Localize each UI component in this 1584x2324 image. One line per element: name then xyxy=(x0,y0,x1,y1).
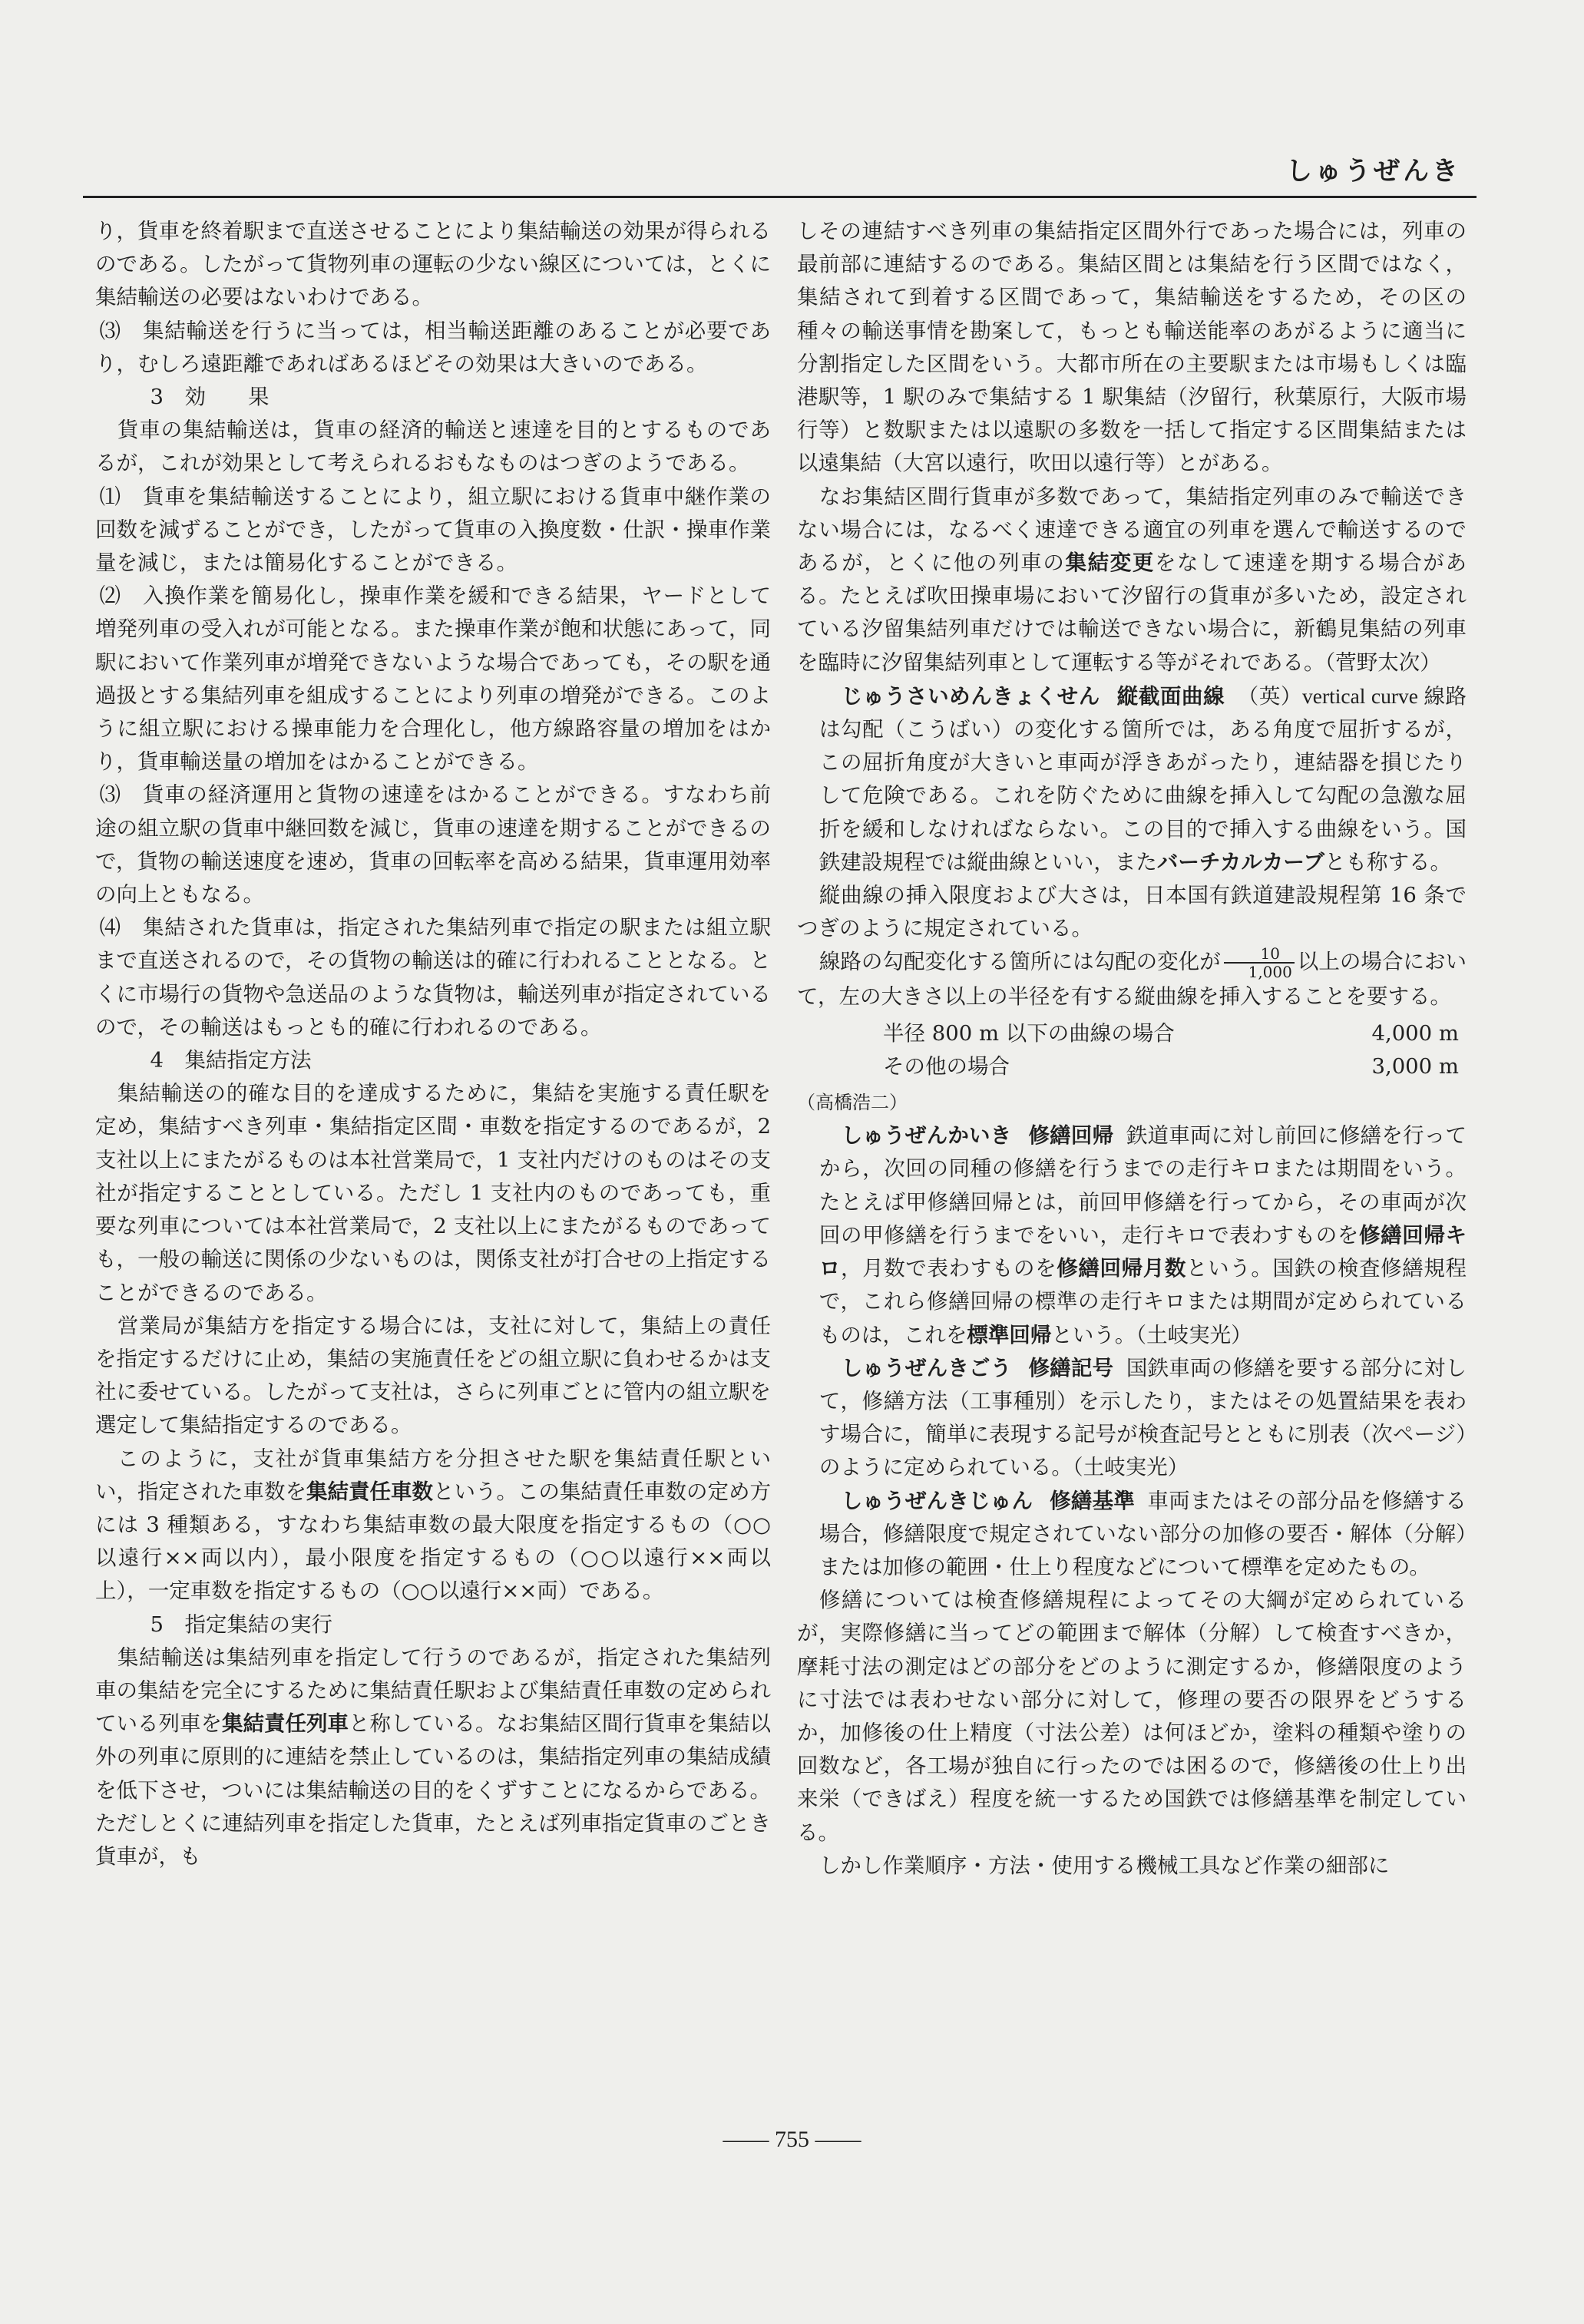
paragraph xyxy=(797,481,1467,679)
text-run: このように，支社が貨車集結方を分担させた駅を集結責任駅といい，指定された車数を xyxy=(95,1446,771,1504)
text-run: と称している。なお集結区間行貨車を集結以外の列車に原則的に連結を禁止しているのは，集結指定列車の集結成績を低下させ，ついには集結輸送の目的をくずすことになるからである。ただしとくに連結列車を指定した貨車，たとえば列車指定貨車のごとき貨車が，も xyxy=(95,1711,771,1869)
table-row xyxy=(797,1050,1459,1083)
page-number: —— 755 —— xyxy=(723,2127,861,2152)
bold-term: 集結責任車数 xyxy=(306,1479,433,1504)
table-cell-condition: その他の場合 xyxy=(883,1053,1010,1079)
paragraph: 貨車の集結輸送は，貨車の経済的輸送と速達を目的とするものであるが，これが効果として考えられるおもなものはつぎのようである。 xyxy=(95,418,771,476)
paragraph xyxy=(797,945,1467,1013)
entry-headword: 修繕基準 xyxy=(1050,1488,1136,1513)
entry-headword: 修繕回帰 xyxy=(1028,1123,1114,1149)
table-cell-radius: 3,000 m xyxy=(1371,1053,1459,1079)
text-run: 線路は勾配（こうばい）の変化する箇所では，ある角度で屈折するが，この屈折角度が大きいと車両が浮きあがったり，連結器を損じたりして危険である。これを防ぐために曲線を挿入して勾配の急激な屈折を緩和しなければならない。この目的で挿入する曲線をいう。国鉄建設規程では縦曲線といい，また xyxy=(818,683,1467,874)
section-heading: 4 集結指定方法 xyxy=(150,1048,312,1073)
fraction-numerator: 10 xyxy=(1224,945,1295,964)
paragraph: 縦曲線の挿入限度および大さは，日本国有鉄道建設規程第 16 条でつぎのように規定されている。 xyxy=(797,883,1467,941)
entry-reading: しゅうぜんきごう xyxy=(841,1355,1012,1380)
text-run: 集結輸送は集結列車を指定して行うのであるが，指定された集結列車の集結を完全にするために集結責任駅および集結責任車数の定められている列車を xyxy=(95,1645,771,1737)
entry-reading: しゅうぜんきじゅん xyxy=(841,1488,1033,1513)
text-run: 車両またはその部分品を修繕する場合，修繕限度で規定されていない部分の加修の要否・解体（分解）または加修の範囲・仕上り程度などについて標準を定めたもの。 xyxy=(818,1488,1467,1579)
header-rule xyxy=(83,196,1477,198)
table-cell-radius: 4,000 m xyxy=(1371,1020,1459,1046)
dictionary-entry xyxy=(797,679,1467,879)
text-run: という。国鉄の検査修繕規程で，これら修繕回帰の標準の走行キロまたは期間が定められているものは，これを xyxy=(818,1256,1467,1347)
text-run: という。この集結責任車数の定め方には 3 種類ある，すなわち集結車数の最大限度を指定するもの（○○以遠行××両以内），最小限度を指定するもの（○○以遠行××両以上），一定車数を指定するもの（○○以遠行××両）である。 xyxy=(95,1479,771,1604)
dictionary-entry xyxy=(797,1119,1467,1351)
bold-term: 修繕回帰月数 xyxy=(1057,1256,1186,1281)
entry-reading: しゅうぜんかいき xyxy=(841,1123,1012,1149)
text-run: とも称する。 xyxy=(1324,849,1451,874)
curve-radius-table xyxy=(797,1017,1459,1083)
paragraph: しその連結すべき列車の集結指定区間外行であった場合には，列車の最前部に連結するのである。集結区間とは集結を行う区間ではなく，集結されて到着する区間であって，集結輸送をするため，その区の種々の輸送事情を勘案して，もっとも輸送能率のあがるように適当に分割指定した区間をいう。大都市所在の主要駅または市場もしくは臨港駅等，1 駅のみで集結する 1 駅集結（汐留行，秋葉原行，大阪市場行等）と数駅または以遠駅の多数を一括して指定する区間集結または以遠集結（大宮以遠行，吹田以遠行等）とがある。 xyxy=(797,219,1467,476)
bold-term: 修繕回帰キロ xyxy=(818,1222,1467,1281)
text-run: をなして速達を期する場合がある。たとえば吹田操車場において汐留行の貨車が多いため，設定されている汐留集結列車だけでは輸送できない場合に，新鶴見集結の列車を臨時に汐留集結列車として運転する等がそれである。（菅野太次） xyxy=(797,550,1467,675)
author-signature: （高橋浩二） xyxy=(797,1092,908,1114)
entry-headword: 修繕記号 xyxy=(1028,1355,1114,1380)
running-head: しゅうぜんき xyxy=(1286,156,1461,187)
dictionary-entry xyxy=(797,1352,1467,1485)
table-cell-condition: 半径 800 m 以下の曲線の場合 xyxy=(883,1020,1175,1046)
text-run: 線路の勾配変化する箇所には勾配の変化が xyxy=(818,949,1221,974)
text-run: 国鉄車両の修繕を要する部分に対して，修繕方法（工事種別）を示したり，またはその処置結果を表わす場合に，簡単に表現する記号が検査記号とともに別表（次ページ）のように定められている。（土岐実光） xyxy=(818,1355,1467,1480)
paragraph: 営業局が集結方を指定する場合には，支社に対して，集結上の責任を指定するだけに止め，集結の実施責任をどの組立駅に負わせるかは支社に委せている。したがって支社は，さらに列車ごとに管内の組立駅を選定して集結指定するのである。 xyxy=(95,1313,771,1438)
right-column-upper xyxy=(797,215,1467,1014)
paragraph: 集結輸送の的確な目的を達成するために，集結を実施する責任駅を定め，集結すべき列車・集結指定区間・車数を指定するのであるが，2 支社以上にまたがるものは本社営業局で，1 支社内だけのものはその支社が指定することとしている。ただし 1 支社内のものであっても，重要な列車については本社営業局で，2 支社以上にまたがるものであっても，一般の輸送に関係の少ないものは，関係支社が打合せの上指定することができるのである。 xyxy=(95,1081,771,1305)
numbered-item: ⑴ 貨車を集結輸送することにより，組立駅における貨車中継作業の回数を減ずることができ，したがって貨車の入換度数・仕訳・操車作業量を減じ，または簡易化することができる。 xyxy=(95,484,771,576)
bold-term: バーチカルカーブ xyxy=(1156,849,1324,874)
entry-reading: じゅうさいめんきょくせん xyxy=(841,683,1100,709)
paragraph xyxy=(95,1641,771,1873)
bold-term: 集結責任列車 xyxy=(222,1711,349,1737)
right-column-lower xyxy=(797,1086,1467,1883)
bold-term: 集結変更 xyxy=(1065,550,1155,576)
numbered-item: ⑶ 集結輸送を行うに当っては，相当輸送距離のあることが必要であり，むしろ遠距離であればあるほどその効果は大きいのである。 xyxy=(95,318,771,376)
dictionary-entry xyxy=(797,1485,1467,1585)
section-heading: 3 効 果 xyxy=(150,385,270,410)
numbered-item: ⑶ 貨車の経済運用と貨物の速達をはかることができる。すなわち前途の組立駅の貨車中継回数を減じ，貨車の速達を期することができるので，貨物の輸送速度を速め，貨車の回転率を高める結果，貨車運用効率の向上ともなる。 xyxy=(95,782,771,907)
text-run: ，月数で表わすものを xyxy=(841,1256,1057,1281)
bold-term: 標準回帰 xyxy=(967,1322,1052,1347)
numbered-item: ⑷ 集結された貨車は，指定された集結列車で指定の駅または組立駅まで直送されるので，その貨物の輸送は的確に行われることとなる。とくに市場行の貨物や急送品のような貨物は，輸送列車が指定されているので，その輸送はもっとも的確に行われるのである。 xyxy=(95,915,771,1040)
text-run: 以上の場合において，左の大きさ以上の半径を有する縦曲線を挿入することを要する。 xyxy=(797,949,1467,1010)
section-heading: 5 指定集結の実行 xyxy=(150,1612,332,1637)
paragraph: り，貨車を終着駅まで直送させることにより集結輸送の効果が得られるのである。したがって貨物列車の運転の少ない線区については，とくに集結輸送の必要はないわけである。 xyxy=(95,219,771,310)
left-column xyxy=(95,215,771,1873)
text-run: 鉄道車両に対し前回に修繕を行ってから，次回の同種の修繕を行うまでの走行キロまたは期間をいう。たとえば甲修繕回帰とは，前回甲修繕を行ってから，その車両が次回の甲修繕を行うまでをいい，走行キロで表わすものを xyxy=(818,1123,1467,1248)
entry-english: （英）vertical curve xyxy=(1237,683,1424,708)
text-run: なお集結区間行貨車が多数であって，集結指定列車のみで輸送できない場合には，なるべく速達できる適宜の列車を選んで輸送するのであるが，とくに他の列車の xyxy=(797,484,1467,576)
paragraph: 修繕については検査修繕規程によってその大綱が定められているが，実際修繕に当ってどの範囲まで解体（分解）して検査すべきか，摩耗寸法の測定はどの部分をどのように測定するか，修繕限度のように寸法では表わせない部分に対して，修理の要否の限界をどうするか，加修後の仕上精度（寸法公差）は何ほどか，塗料の種類や塗りの回数など，各工場が独自に行ったのでは困るので，修繕後の仕上り出来栄（できばえ）程度を統一するため国鉄では修繕基準を制定している。 xyxy=(797,1588,1467,1845)
numbered-item: ⑵ 入換作業を簡易化し，操車作業を緩和できる結果，ヤードとして増発列車の受入れが可能となる。また操車作業が飽和状態にあって，同駅において作業列車が増発できないような場合であっても，その駅を通過扱とする集結列車を組成することにより列車の増発ができる。このように組立駅における操車能力を合理化し，他方線路容量の増加をはかり，貨車輸送量の増加をはかることができる。 xyxy=(95,583,771,775)
right-column xyxy=(797,215,1467,1883)
text-run: という。（土岐実光） xyxy=(1051,1322,1252,1347)
paragraph: しかし作業順序・方法・使用する機械工具など作業の細部に xyxy=(818,1853,1390,1878)
fraction xyxy=(1224,945,1295,980)
table-row xyxy=(797,1017,1459,1050)
fraction-denominator: 1,000 xyxy=(1248,963,1292,982)
entry-headword: 縦截面曲線 xyxy=(1116,683,1225,709)
paragraph xyxy=(95,1443,771,1608)
